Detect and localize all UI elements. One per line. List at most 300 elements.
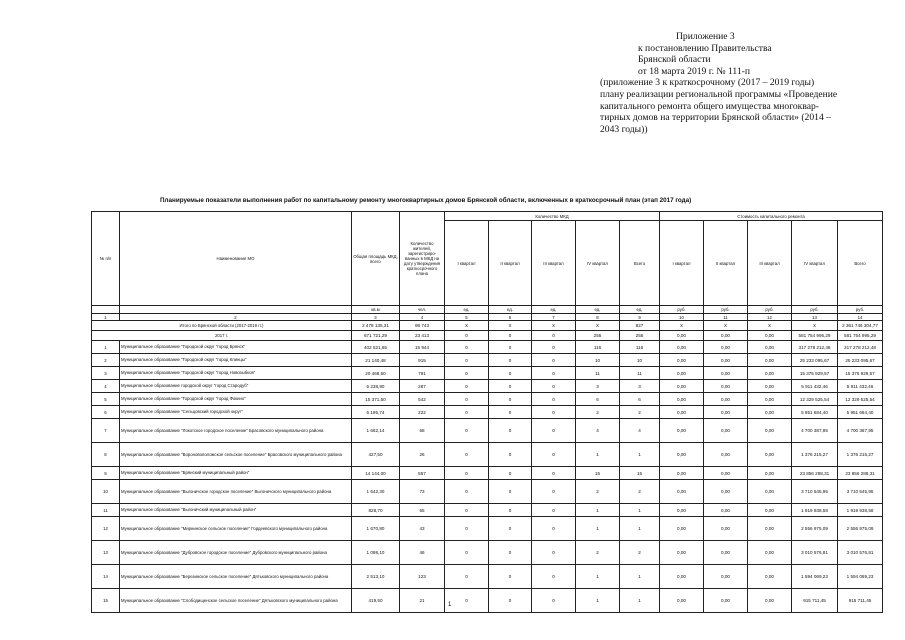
table-cell: 0,00 [660,354,704,367]
table-cell: 0 [489,419,532,443]
table-cell: 0 [445,393,489,406]
header-residents: Количество жителей, зарегистриро-ванных в МКД на дату утверждения краткосрочного плана [400,212,445,306]
column-number: 7 [532,314,576,321]
table-cell: 0 [532,419,576,443]
table-row [92,565,883,589]
column-number: 12 [748,314,792,321]
table-cell: 0 [445,354,489,367]
table-cell: X [532,321,576,331]
table-cell: 0,00 [660,380,704,393]
table-cell: 0,00 [704,331,748,341]
mo-name: Муниципальное образование "Дубровское городское поселение" Дубровского муниципального района [120,541,352,565]
table-cell: 0,00 [748,517,792,541]
table-cell: X [792,321,838,331]
table-cell: 25 233 095,67 [838,354,883,367]
header-name: Наименование МО [120,212,352,306]
table-cell: 4 700 387,95 [838,419,883,443]
table-cell: 0,00 [704,589,748,613]
table-cell: 0 [445,419,489,443]
table-cell: X [489,321,532,331]
table-cell: 2 [620,541,660,565]
table-cell: 0,00 [748,406,792,419]
table-cell: 0,00 [748,393,792,406]
table-cell: 0,00 [748,354,792,367]
table-cell: 0,00 [704,541,748,565]
column-number: 5 [445,314,489,321]
table-cell: 21 [400,589,445,613]
table-cell: 0 [489,354,532,367]
appendix-line: плану реализации региональной программы «Проведение [600,88,838,100]
table-cell: X [748,321,792,331]
table-cell: 317 278 212,48 [792,341,838,354]
appendix-line: Приложение 3 [676,31,735,42]
header-q2: II квартал [704,221,748,306]
table-cell: 6 238,90 [352,380,400,393]
table-cell: 3 [576,380,620,393]
table-cell: 0,00 [660,467,704,480]
summary-label: Итого по Брянской области (2017-2019 гг.) [92,321,352,331]
table-cell: 1 [620,443,660,467]
table-cell: 0 [532,380,576,393]
row-number: 15 [92,589,120,613]
unit-cell: кв.м [352,306,400,314]
row-number: 4 [92,380,120,393]
column-number: 3 [352,314,400,321]
table-cell: 3 710 545,95 [792,480,838,504]
header-q4: IV квартал [792,221,838,306]
mo-name: Муниципальное образование "Выгоничское городское поселение" Выгоничского муниципального района [120,480,352,504]
table-cell: 1 [576,565,620,589]
table-row [92,367,883,380]
table-row [92,541,883,565]
table-cell: 25 233 095,67 [792,354,838,367]
table-cell: 0,00 [704,406,748,419]
table-title: Планируемые показатели выполнения работ по капитальному ремонту многоквартирных домов Брянской области, включенных в краткосрочный план (этап 2017 года) [160,197,692,204]
table-cell: 11 [620,367,660,380]
mo-name: Муниципальное образование "Вороновоположское сельское поселение" Брасовского муниципального района [120,443,352,467]
header-q4: IV квартал [576,221,620,306]
table-cell: 0 [445,406,489,419]
appendix-line: капитального ремонта общего имущества многоквар- [600,100,819,112]
table-cell: 0,00 [704,517,748,541]
column-number-row [92,314,883,321]
table-cell: 2 478 135,31 [352,321,400,331]
table-cell: 0 [445,517,489,541]
table-cell: 0,00 [660,341,704,354]
row-number: 2 [92,354,120,367]
table-cell: 0 [532,393,576,406]
unit-cell: руб. [748,306,792,314]
header-q1: I квартал [660,221,704,306]
table-row [92,443,883,467]
table-cell: 5 951 684,40 [838,406,883,419]
unit-cell: руб. [704,306,748,314]
table-cell: 0,00 [660,589,704,613]
table-cell: 0,00 [660,367,704,380]
table-cell: 0,00 [660,406,704,419]
row-number: 3 [92,367,120,380]
table-cell: 0,00 [704,419,748,443]
table-cell: 0 [489,504,532,517]
mo-name: Муниципальное образование "Локотское городское поселение" Брасовского муниципального района [120,419,352,443]
summary-row [92,331,883,341]
table-cell: 5 951 684,40 [792,406,838,419]
table-cell: 15 371,50 [352,393,400,406]
table-cell: 0,00 [660,443,704,467]
table-cell: 0,00 [660,419,704,443]
table-cell: 0,00 [748,331,792,341]
table-cell: 317 278 212,48 [838,341,883,354]
table-cell: 4 [576,419,620,443]
table-cell: 15 375 929,57 [792,367,838,380]
row-number: 1 [92,341,120,354]
unit-cell: ед. [620,306,660,314]
table-cell: 1 [576,589,620,613]
table-cell: 0,00 [748,443,792,467]
table-cell: 0 [445,443,489,467]
table-cell: 255 [620,331,660,341]
mo-name: Муниципальное образование "Городской округ "город Брянск" [120,341,352,354]
table-cell: 0,00 [704,393,748,406]
mo-name: Муниципальное образование городской округ "город Стародуб" [120,380,352,393]
table-cell: 0 [532,406,576,419]
header-q1: I квартал [445,221,489,306]
table-cell: 15 [576,467,620,480]
appendix-line: 2043 годы)) [600,123,648,135]
table-cell: 12 329 525,54 [838,393,883,406]
mo-name: Муниципальное образование "Выгоничский муниципальный район" [120,504,352,517]
table-cell: 0 [532,341,576,354]
table-cell: 2 [576,406,620,419]
table-cell: 1 098,10 [352,541,400,565]
column-number: 6 [489,314,532,321]
table-cell: 0 [489,565,532,589]
table-cell: 0,00 [704,565,748,589]
unit-row [92,306,883,314]
table-cell: 542 [400,393,445,406]
unit-cell: чел. [400,306,445,314]
table-cell: 0,00 [748,341,792,354]
table-cell: 0 [445,331,489,341]
table-cell: 0 [445,541,489,565]
mo-name: Муниципальное образование "Брянский муниципальный район" [120,467,352,480]
table-cell: 0 [445,341,489,354]
table-cell: 0 [489,517,532,541]
table-cell: 0 [532,504,576,517]
table-cell: 2 513,10 [352,565,400,589]
table-cell: 0 [489,443,532,467]
table-cell: 0,00 [704,367,748,380]
appendix-line: Брянской области [638,54,711,66]
column-number: 8 [576,314,620,321]
unit-cell: ед. [532,306,576,314]
table-cell: 5 911 432,46 [792,380,838,393]
table-cell: 0 [445,565,489,589]
table-cell: 0 [445,504,489,517]
appendix-line: (приложение 3 к краткосрочному (2017 – 2019 годы) [600,77,815,89]
table-cell: 0,00 [704,380,748,393]
table-cell: 0,00 [660,541,704,565]
table-cell: 1 [576,517,620,541]
header-q2: II квартал [489,221,532,306]
table-cell: 581 754 995,29 [838,331,883,341]
table-cell: 43 [400,517,445,541]
table-cell: 0 [532,443,576,467]
table-cell: 12 329 525,54 [792,393,838,406]
table-cell: 0,00 [748,367,792,380]
table-row [92,419,883,443]
row-number: 10 [92,480,120,504]
table-cell: 0,00 [660,517,704,541]
table-cell: 0 [445,380,489,393]
table-cell: 1 [620,517,660,541]
table-cell: 15 375 929,57 [838,367,883,380]
unit-cell: руб. [660,306,704,314]
mo-name: Муниципальное образование "Березинское сельское поселение" Дятьковского муниципального района [120,565,352,589]
column-number: 11 [704,314,748,321]
row-number: 5 [92,393,120,406]
table-cell: 0,00 [748,541,792,565]
row-number: 12 [92,517,120,541]
table-cell: 0 [445,467,489,480]
column-number: 9 [620,314,660,321]
table-cell: 0,00 [704,480,748,504]
row-number: 8 [92,443,120,467]
table-cell: 21 140,48 [352,354,400,367]
table-cell: 20 468,50 [352,367,400,380]
table-cell: 0,00 [748,419,792,443]
appendix-line: к постановлению Правительства [638,42,772,54]
table-cell: 0 [489,589,532,613]
table-cell: 222 [400,406,445,419]
table-cell: 915 711,45 [792,589,838,613]
table-cell: 0,00 [748,504,792,517]
table-cell: 0 [445,367,489,380]
table-cell: 23 856 288,31 [838,467,883,480]
table-cell: 0 [445,589,489,613]
table-cell: 1 376 215,27 [792,443,838,467]
table-cell: 1 [620,504,660,517]
table-cell: 3 [620,380,660,393]
table-cell: 1 [620,565,660,589]
column-number: 13 [792,314,838,321]
column-number: 10 [660,314,704,321]
table-cell: 14 144,00 [352,467,400,480]
table-row [92,589,883,613]
column-number: 2 [120,314,352,321]
table-row [92,393,883,406]
appendix-header [600,31,880,135]
column-number: 4 [400,314,445,321]
table-cell: 1 376 215,27 [838,443,883,467]
table-cell: 98 743 [400,321,445,331]
header-group-mkd: Количество МКД [445,212,660,221]
table-row [92,380,883,393]
header-group-cost: Стоимость капитального ремонта [660,212,883,221]
table-cell: 0 [532,589,576,613]
table-cell: 0,00 [704,504,748,517]
table-cell: 10 [576,354,620,367]
table-cell: X [576,321,620,331]
unit-cell: ед. [445,306,489,314]
table-cell: 557 [400,467,445,480]
table-cell: 15 [620,467,660,480]
table-cell: 915 711,45 [838,589,883,613]
table-cell: 0,00 [660,504,704,517]
table-cell: 15 944 [400,341,445,354]
table-cell: 828,70 [352,504,400,517]
table-cell: 0 [489,541,532,565]
table-cell: 1 642,30 [352,480,400,504]
table-cell: 0,00 [704,354,748,367]
table-cell: 1 594 069,23 [838,565,883,589]
table-cell: 2 556 975,09 [792,517,838,541]
table-cell: 0 [532,367,576,380]
unit-cell: руб. [792,306,838,314]
table-cell: 10 [620,354,660,367]
capital-repair-table [91,211,883,613]
table-cell: 402 521,65 [352,341,400,354]
table-cell: 5 911 432,46 [838,380,883,393]
row-number: 13 [92,541,120,565]
table-cell: 1 662,14 [352,419,400,443]
mo-name: Муниципальное образование "Слободищенское сельское поселение" Дятьковского муниципального района [120,589,352,613]
table-cell: 1 670,80 [352,517,400,541]
table-cell: 287 [400,380,445,393]
table-cell: 0 [489,341,532,354]
table-cell: 0,00 [660,480,704,504]
table-cell: 0 [445,480,489,504]
table-cell: 2 [576,480,620,504]
table-cell: 1 919 938,58 [838,504,883,517]
header-q3: III квартал [532,221,576,306]
table-cell: X [660,321,704,331]
summary-label: 2017 г. [92,331,352,341]
table-cell: 0,00 [748,380,792,393]
table-cell: 0 [532,331,576,341]
summary-row [92,321,883,331]
table-body [92,314,883,613]
table-cell: 419,50 [352,589,400,613]
appendix-line: тирных домов на территории Брянской области» (2014 – [600,112,831,124]
table-cell: 0 [489,380,532,393]
header-total: Всего [620,221,660,306]
table-cell: 255 [576,331,620,341]
table-cell: 0 [532,541,576,565]
header-q3: III квартал [748,221,792,306]
table-cell: 0 [489,331,532,341]
mo-name: Муниципальное образование "Сельцовский городской округ" [120,406,352,419]
table-cell: 0,00 [748,467,792,480]
table-cell: X [704,321,748,331]
table-cell: 11 [576,367,620,380]
table-cell: 123 [400,565,445,589]
table-cell: 23 413 [400,331,445,341]
table-cell: 6 [620,393,660,406]
table-cell: 0,00 [660,331,704,341]
table-cell: X [445,321,489,331]
header-area: Общая площадь МКД, всего [352,212,400,306]
table-cell: 65 [400,504,445,517]
row-number: 9 [92,467,120,480]
row-number: 11 [92,504,120,517]
table-cell: 1 594 069,23 [792,565,838,589]
table-row [92,467,883,480]
table-cell: 427,50 [352,443,400,467]
table-cell: 3 010 576,81 [792,541,838,565]
mo-name: Муниципальное образование "Городской округ "город Клинцы" [120,354,352,367]
table-cell: 3 010 576,81 [838,541,883,565]
table-cell: 0,00 [748,480,792,504]
table-cell: 23 856 288,31 [792,467,838,480]
unit-cell: ед. [489,306,532,314]
table-cell: 2 361 746 304,77 [838,321,883,331]
table-cell: 46 [400,541,445,565]
table-cell: 915 [400,354,445,367]
header-num: № п/п [92,212,120,306]
table-cell: 0 [489,480,532,504]
mo-name: Муниципальное образование "Городской округ "город Фокино" [120,393,352,406]
mo-name: Муниципальное образование "Городской округ "город Новозыбков" [120,367,352,380]
table-cell: 0,00 [660,565,704,589]
table-cell: 791 [400,367,445,380]
table-cell: 68 [400,419,445,443]
table-cell: 0,00 [660,393,704,406]
page-number: 1 [448,602,452,608]
table-cell: 26 [400,443,445,467]
table-cell: 0 [532,467,576,480]
table-cell: 581 754 995,29 [792,331,838,341]
table-row [92,517,883,541]
table-cell: 0 [489,467,532,480]
column-number: 1 [92,314,120,321]
table-cell: 0,00 [704,341,748,354]
table-row [92,341,883,354]
table-cell: 0 [532,480,576,504]
table-cell: 6 [576,393,620,406]
table-cell: 2 556 975,09 [838,517,883,541]
table-cell: 1 [576,504,620,517]
unit-cell: руб. [838,306,883,314]
table-cell: 6 195,74 [352,406,400,419]
table-cell: 4 [620,419,660,443]
table-cell: 1 [620,589,660,613]
table-cell: 1 919 938,58 [792,504,838,517]
table-cell: 827 [620,321,660,331]
table-cell: 0,00 [748,565,792,589]
table-cell: 73 [400,480,445,504]
unit-cell: ед. [576,306,620,314]
table-cell: 0 [532,517,576,541]
table-row [92,480,883,504]
table-cell: 2 [576,541,620,565]
table-cell: 0 [489,367,532,380]
table-cell: 0 [489,406,532,419]
table-row [92,406,883,419]
table-cell: 0,00 [704,467,748,480]
table-cell: 0 [532,354,576,367]
table-cell: 4 700 387,95 [792,419,838,443]
appendix-line: от 18 марта 2019 г. № 111-п [638,65,750,77]
table-cell: 116 [620,341,660,354]
table-cell: 2 [620,480,660,504]
table-cell: 1 [576,443,620,467]
table-row [92,504,883,517]
header-total: Всего [838,221,883,306]
table-row [92,354,883,367]
table-cell: 2 [620,406,660,419]
mo-name: Муниципальное образование "Мирнинское сельское поселение" Гордеевского муниципального района [120,517,352,541]
